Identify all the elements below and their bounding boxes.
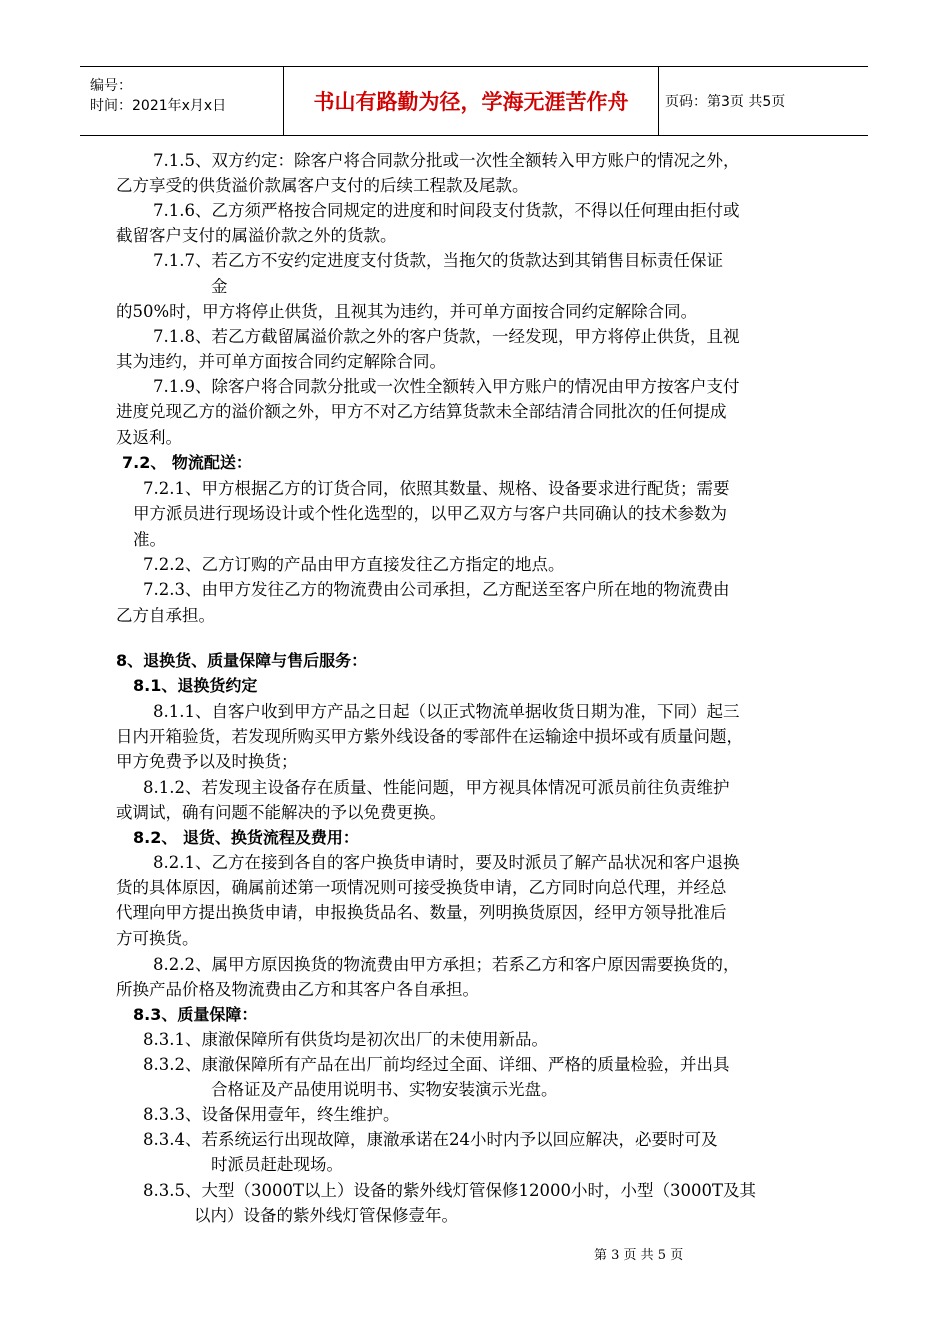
body-line: 进度兑现乙方的溢价额之外，甲方不对乙方结算货款未全部结清合同批次的任何提成 bbox=[116, 402, 727, 421]
body-line: 7.2.3、由甲方发往乙方的物流费由公司承担，乙方配送至客户所在地的物流费由 bbox=[143, 580, 730, 599]
body-line: 乙方自承担。 bbox=[116, 606, 215, 625]
body-line: 及返利。 bbox=[116, 428, 182, 447]
section-heading: 8.3、质量保障： bbox=[133, 1005, 258, 1024]
body-line: 7.1.9、除客户将合同款分批或一次性全额转入甲方账户的情况由甲方按客户支付 bbox=[153, 377, 740, 396]
body-line: 准。 bbox=[133, 530, 166, 549]
header-page-info: 页码：第3页 共5页 bbox=[665, 94, 786, 110]
body-line: 8.1.2、若发现主设备存在质量、性能问题，甲方视具体情况可派员前往负责维护 bbox=[143, 778, 730, 797]
body-line: 8.3.5、大型（3000T以上）设备的紫外线灯管保修12000小时，小型（3000T及其 bbox=[143, 1181, 756, 1200]
body-line: 8.3.4、若系统运行出现故障，康澈承诺在24小时内予以回应解决，必要时可及 bbox=[143, 1130, 718, 1149]
body-line: 7.1.6、乙方须严格按合同规定的进度和时间段支付货款，不得以任何理由拒付或 bbox=[153, 201, 740, 220]
section-heading: 8.2、 退货、换货流程及费用： bbox=[133, 828, 359, 847]
body-line: 其为违约，并可单方面按合同约定解除合同。 bbox=[116, 352, 446, 371]
body-line: 8.3.1、康澈保障所有供货均是初次出厂的未使用新品。 bbox=[143, 1030, 548, 1049]
body-line: 甲方免费予以及时换货； bbox=[116, 752, 298, 771]
body-line: 代理向甲方提出换货申请，申报换货品名、数量，列明换货原因，经甲方领导批准后 bbox=[116, 903, 727, 922]
body-line: 7.1.7、若乙方不安约定进度支付货款，当拖欠的货款达到其销售目标责任保证 bbox=[153, 251, 723, 270]
document-time-label: 时间：2021年x月x日 bbox=[90, 98, 227, 114]
section-heading: 8.1、退换货约定 bbox=[133, 676, 258, 695]
body-line: 日内开箱验货，若发现所购买甲方紫外线设备的零部件在运输途中损坏或有质量问题， bbox=[116, 727, 743, 746]
header-motto: 书山有路勤为径，学海无涯苦作舟 bbox=[284, 67, 659, 135]
body-line: 以内）设备的紫外线灯管保修壹年。 bbox=[194, 1206, 458, 1225]
body-line: 8.3.3、设备保用壹年，终生维护。 bbox=[143, 1105, 400, 1124]
body-line: 7.1.5、双方约定：除客户将合同款分批或一次性全额转入甲方账户的情况之外， bbox=[153, 151, 740, 170]
section-heading: 8、退换货、质量保障与售后服务： bbox=[116, 651, 368, 670]
body-line: 7.1.8、若乙方截留属溢价款之外的客户货款，一经发现，甲方将停止供货，且视 bbox=[153, 327, 740, 346]
body-line: 时派员赶赴现场。 bbox=[211, 1155, 343, 1174]
body-line: 货的具体原因，确属前述第一项情况则可接受换货申请，乙方同时向总代理，并经总 bbox=[116, 878, 727, 897]
section-heading: 7.2、 物流配送： bbox=[122, 453, 252, 472]
header-meta-cell bbox=[80, 67, 284, 135]
page-footer: 第 3 页 共 5 页 bbox=[594, 1248, 684, 1263]
body-line: 8.2.2、属甲方原因换货的物流费由甲方承担；若系乙方和客户原因需要换货的， bbox=[153, 955, 740, 974]
body-line: 方可换货。 bbox=[116, 929, 199, 948]
body-line: 合格证及产品使用说明书、实物安装演示光盘。 bbox=[211, 1080, 558, 1099]
body-line: 截留客户支付的属溢价款之外的货款。 bbox=[116, 226, 397, 245]
body-line: 7.2.2、乙方订购的产品由甲方直接发往乙方指定的地点。 bbox=[143, 555, 565, 574]
body-line: 7.2.1、甲方根据乙方的订货合同，依照其数量、规格、设备要求进行配货；需要 bbox=[143, 479, 730, 498]
document-number-label: 编号： bbox=[90, 78, 132, 94]
page-header bbox=[80, 66, 868, 136]
body-line: 8.2.1、乙方在接到各自的客户换货申请时，要及时派员了解产品状况和客户退换 bbox=[153, 853, 740, 872]
body-line: 8.3.2、康澈保障所有产品在出厂前均经过全面、详细、严格的质量检验，并出具 bbox=[143, 1055, 730, 1074]
body-line: 或调试，确有问题不能解决的予以免费更换。 bbox=[116, 803, 446, 822]
body-line: 8.1.1、自客户收到甲方产品之日起（以正式物流单据收货日期为准，下同）起三 bbox=[153, 702, 740, 721]
body-line: 乙方享受的供货溢价款属客户支付的后续工程款及尾款。 bbox=[116, 176, 529, 195]
body-line: 金 bbox=[211, 277, 228, 296]
body-line: 的50%时，甲方将停止供货，且视其为违约，并可单方面按合同约定解除合同。 bbox=[116, 302, 698, 321]
body-line: 甲方派员进行现场设计或个性化选型的，以甲乙双方与客户共同确认的技术参数为 bbox=[133, 504, 727, 523]
body-line: 所换产品价格及物流费由乙方和其客户各自承担。 bbox=[116, 980, 479, 999]
